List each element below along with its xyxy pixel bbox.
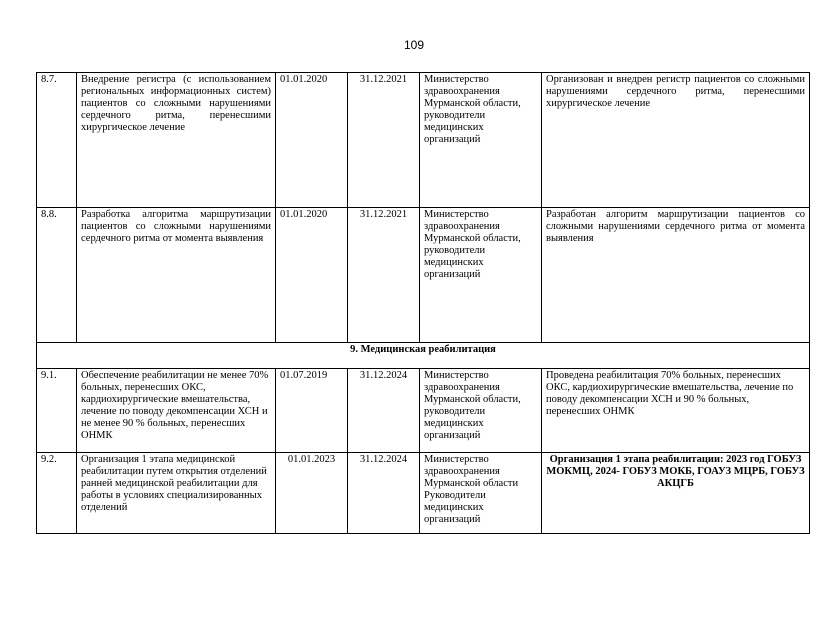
activity-name: Внедрение регистра (с использованием региональных информационных систем) пациентов со сложными нарушениями сердечного ритма, перенесшими хирургическое лечение (77, 73, 276, 208)
start-date: 01.01.2023 (276, 453, 348, 534)
page-number: 109 (403, 38, 425, 52)
start-date: 01.01.2020 (276, 73, 348, 208)
end-date: 31.12.2021 (348, 73, 420, 208)
responsible: Министерство здравоохранения Мурманской области, руководители медицинских организаций (420, 73, 542, 208)
table-row (37, 73, 810, 208)
row-number: 8.8. (37, 208, 77, 343)
start-date: 01.01.2020 (276, 208, 348, 343)
expected-result: Организован и внедрен регистр пациентов со сложными нарушениями сердечного ритма, перенесшими хирургическое лечение (542, 73, 810, 208)
activity-name: Организация 1 этапа медицинской реабилитации путем открытия отделений ранней медицинской реабилитации для работы в условиях специализированных отделений (77, 453, 276, 534)
section-title: 9. Медицинская реабилитация (37, 343, 810, 369)
table-row (37, 208, 810, 343)
expected-result: Проведена реабилитация 70% больных, перенесших ОКС, кардиохирургические вмешательства, лечение по поводу декомпенсации ХСН и 90 % больных, перенесших ОНМК (542, 369, 810, 453)
table-row (37, 453, 810, 534)
row-number: 9.2. (37, 453, 77, 534)
responsible: Министерство здравоохранения Мурманской области, руководители медицинских организаций (420, 208, 542, 343)
responsible: Министерство здравоохранения Мурманской области, руководители медицинских организаций (420, 369, 542, 453)
responsible: Министерство здравоохранения Мурманской области Руководители медицинских организаций (420, 453, 542, 534)
end-date: 31.12.2024 (348, 453, 420, 534)
start-date: 01.07.2019 (276, 369, 348, 453)
end-date: 31.12.2021 (348, 208, 420, 343)
activity-name: Обеспечение реабилитации не менее 70% больных, перенесших ОКС, кардиохирургические вмешательства, лечение по поводу декомпенсации ХСН и не менее 90 % больных, перенесших ОНМК (77, 369, 276, 453)
expected-result: Разработан алгоритм маршрутизации пациентов со сложными нарушениями сердечного ритма от момента выявления (542, 208, 810, 343)
end-date: 31.12.2024 (348, 369, 420, 453)
row-number: 9.1. (37, 369, 77, 453)
table-row (37, 369, 810, 453)
expected-result: Организация 1 этапа реабилитации: 2023 год ГОБУЗ МОКМЦ, 2024- ГОБУЗ МОКБ, ГОАУЗ МЦРБ, ГОБУЗ АКЦГБ (542, 453, 810, 534)
activities-table (36, 72, 810, 534)
activity-name: Разработка алгоритма маршрутизации пациентов со сложными нарушениями сердечного ритма от момента выявления (77, 208, 276, 343)
row-number: 8.7. (37, 73, 77, 208)
section-header-row (37, 343, 810, 369)
